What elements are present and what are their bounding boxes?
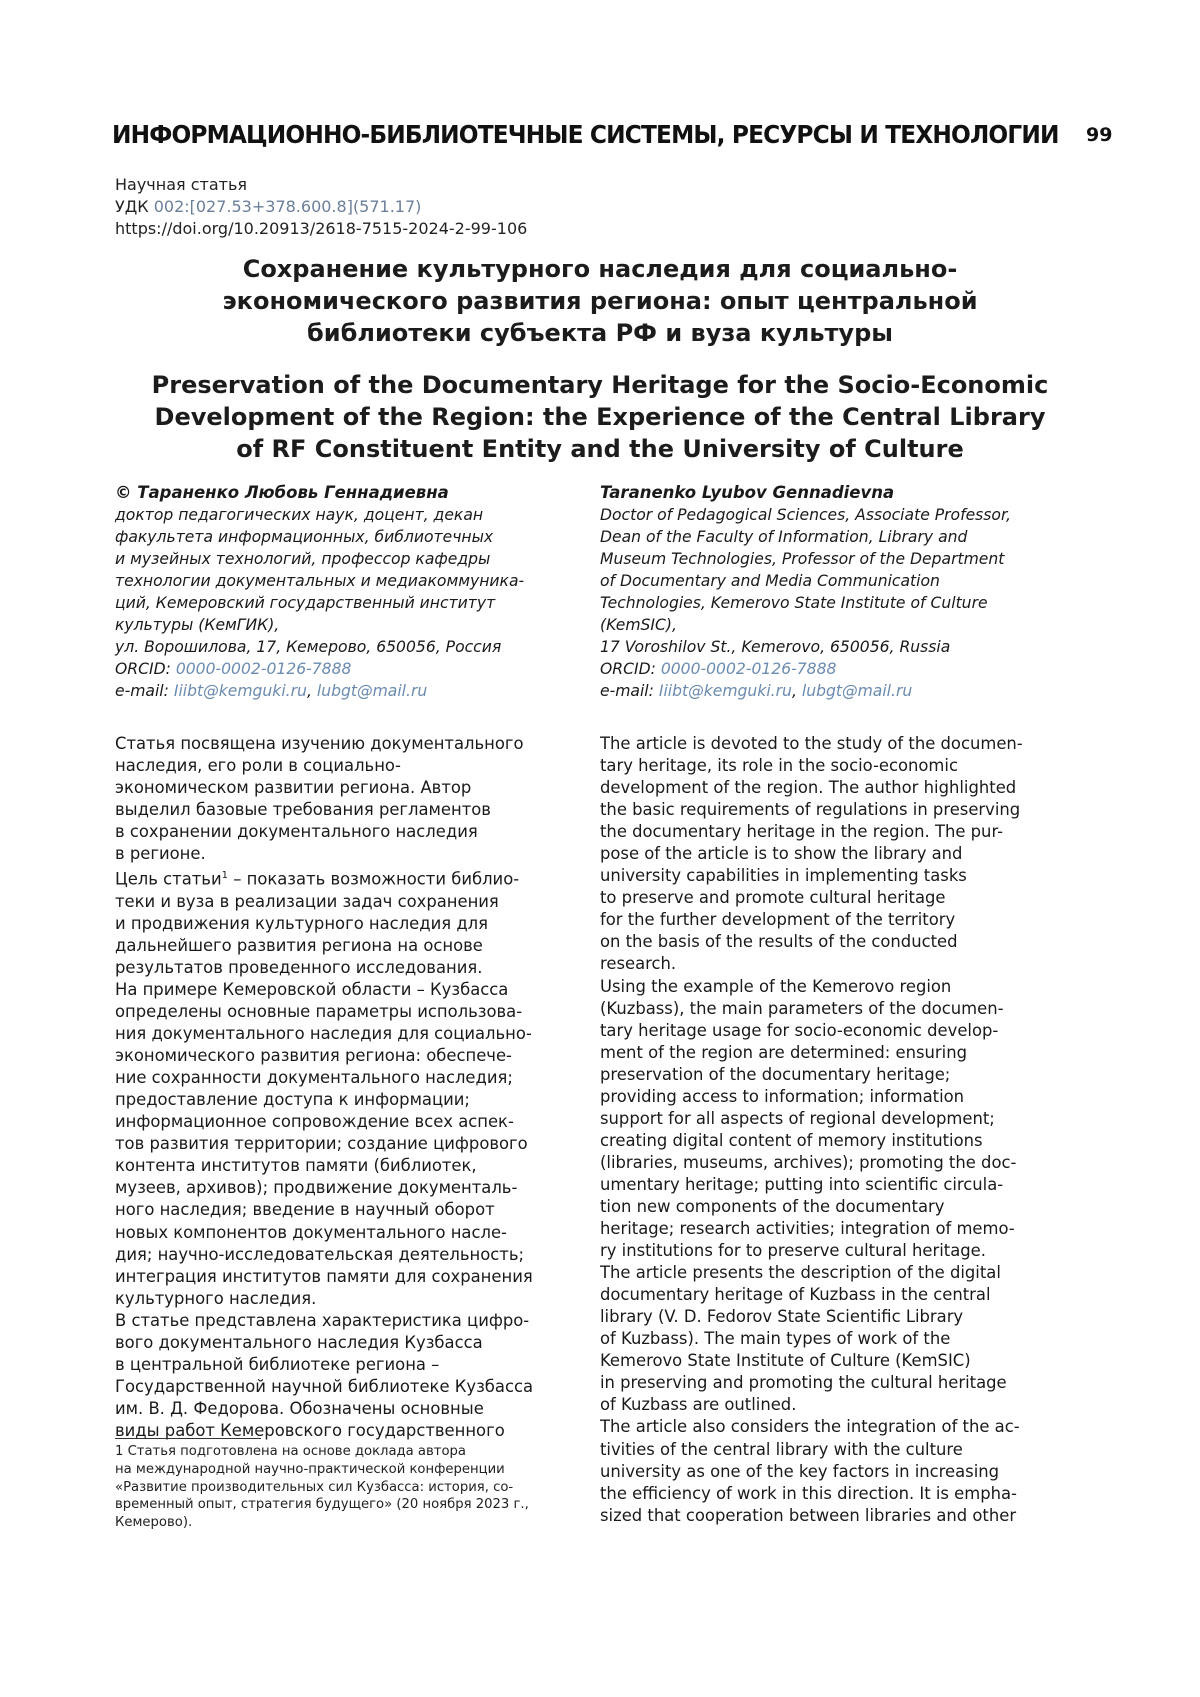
abstract-line: of Kuzbass). The main types of work of the — [600, 1328, 1050, 1350]
title-line: экономического развития региона: опыт центральной — [120, 285, 1080, 317]
udk-line — [115, 196, 527, 218]
abstract-line: Using the example of the Kemerovo region — [600, 976, 1050, 998]
abstract-line: тов развития территории; создание цифрового — [115, 1133, 555, 1155]
orcid-line — [600, 658, 1070, 680]
abstract-line: support for all aspects of regional development; — [600, 1108, 1050, 1130]
title-line: библиотеки субъекта РФ и вуза культуры — [120, 317, 1080, 349]
abstract-line: The article is devoted to the study of the documen- — [600, 733, 1050, 755]
email-separator: , — [792, 682, 802, 700]
footnote-line: «Развитие производительных сил Кузбасса: история, со- — [115, 1479, 555, 1497]
abstract-line: Статья посвящена изучению документального — [115, 733, 555, 755]
orcid-link[interactable]: 0000-0002-0126-7888 — [176, 660, 352, 678]
email-line — [600, 680, 1070, 702]
goal-start: Цель статьи — [115, 870, 222, 889]
abstract-line: library (V. D. Fedorov State Scientific Library — [600, 1306, 1050, 1328]
abstract-line: В статье представлена характеристика цифро- — [115, 1310, 555, 1332]
abstract-line: the efficiency of work in this direction. It is empha- — [600, 1483, 1050, 1505]
abstract-line: в сохранении документального наследия — [115, 821, 555, 843]
abstract-line: Kemerovo State Institute of Culture (KemSIC) — [600, 1350, 1050, 1372]
email-link[interactable]: lubgt@mail.ru — [802, 682, 912, 700]
udk-code: 002:[027.53+378.600.8](571.17) — [154, 197, 422, 216]
affiliation-line: (KemSIC), — [600, 614, 1070, 636]
author-name: © Тараненко Любовь Геннадиевна — [115, 482, 575, 504]
footnote-marker[interactable]: 1 — [222, 870, 228, 881]
abstract-line: экономическом развитии региона. Автор — [115, 777, 555, 799]
abstract-line: ния документального наследия для социально- — [115, 1023, 555, 1045]
abstract-line: of Kuzbass are outlined. — [600, 1394, 1050, 1416]
abstract-line: to preserve and promote cultural heritage — [600, 887, 1050, 909]
title-line: of RF Constituent Entity and the University of Culture — [120, 433, 1080, 465]
abstract-line: вого документального наследия Кузбасса — [115, 1332, 555, 1354]
abstract-line: creating digital content of memory institutions — [600, 1130, 1050, 1152]
footnote-line: временный опыт, стратегия будущего» (20 ноября 2023 г., — [115, 1496, 555, 1514]
footnote-line: Кемерово). — [115, 1514, 555, 1532]
abstract-line: pose of the article is to show the library and — [600, 843, 1050, 865]
abstract-line: tion new components of the documentary — [600, 1196, 1050, 1218]
abstract-line: university as one of the key factors in increasing — [600, 1461, 1050, 1483]
footnote-divider — [115, 1438, 261, 1439]
title-line: Development of the Region: the Experience of the Central Library — [120, 401, 1080, 433]
abstract-line: ного наследия; введение в научный оборот — [115, 1199, 555, 1221]
abstract-line: (Kuzbass), the main parameters of the documen- — [600, 998, 1050, 1020]
affiliation-line: и музейных технологий, профессор кафедры — [115, 548, 575, 570]
abstract-line: on the basis of the results of the conducted — [600, 931, 1050, 953]
abstract-line: теки и вуза в реализации задач сохранения — [115, 891, 555, 913]
goal-rest: – показать возможности библио- — [228, 870, 519, 889]
author-name: Taranenko Lyubov Gennadievna — [600, 482, 1070, 504]
abstract-line: sized that cooperation between libraries and other — [600, 1505, 1050, 1527]
abstract-line: documentary heritage of Kuzbass in the central — [600, 1284, 1050, 1306]
abstract-line: heritage; research activities; integration of memo- — [600, 1218, 1050, 1240]
abstract-line: in preserving and promoting the cultural heritage — [600, 1372, 1050, 1394]
affiliation-line: 17 Voroshilov St., Kemerovo, 650056, Russia — [600, 636, 1070, 658]
abstract-line: the documentary heritage in the region. The pur- — [600, 821, 1050, 843]
affiliation-line: технологии документальных и медиакоммуника- — [115, 570, 575, 592]
abstract-line: дальнейшего развития региона на основе — [115, 935, 555, 957]
affiliation-line: of Documentary and Media Communication — [600, 570, 1070, 592]
abstract-line: research. — [600, 953, 1050, 975]
email-line — [115, 680, 575, 702]
title-line: Preservation of the Documentary Heritage for the Socio-Economic — [120, 369, 1080, 401]
abstract-line: umentary heritage; putting into scientific circula- — [600, 1174, 1050, 1196]
abstract-line: ment of the region are determined: ensuring — [600, 1042, 1050, 1064]
abstract-line: виды работ Кемеровского государственного — [115, 1420, 555, 1442]
abstract-line: наследия, его роли в социально- — [115, 755, 555, 777]
abstract-line — [115, 865, 555, 891]
affiliation-line: факультета информационных, библиотечных — [115, 526, 575, 548]
abstract-line: tary heritage, its role in the socio-economic — [600, 755, 1050, 777]
abstract-line: The article also considers the integration of the ac- — [600, 1416, 1050, 1438]
abstract-line: for the further development of the territory — [600, 909, 1050, 931]
abstract-line: ние сохранности документального наследия; — [115, 1067, 555, 1089]
affiliation-line: Dean of the Faculty of Information, Library and — [600, 526, 1070, 548]
abstract-line: tary heritage usage for socio-economic develop- — [600, 1020, 1050, 1042]
article-meta — [115, 174, 527, 240]
abstract-line: development of the region. The author highlighted — [600, 777, 1050, 799]
title-russian — [120, 253, 1080, 349]
affiliation-line: культуры (КемГИК), — [115, 614, 575, 636]
abstract-line: На примере Кемеровской области – Кузбасса — [115, 979, 555, 1001]
email-link[interactable]: lubgt@mail.ru — [317, 682, 427, 700]
abstract-line: предоставление доступа к информации; — [115, 1089, 555, 1111]
abstract-line: (libraries, museums, archives); promoting the doc- — [600, 1152, 1050, 1174]
affiliation-line: Museum Technologies, Professor of the Department — [600, 548, 1070, 570]
email-label: e-mail: — [115, 682, 174, 700]
author-block-en — [600, 482, 1070, 702]
abstract-line: university capabilities in implementing tasks — [600, 865, 1050, 887]
abstract-line: информационное сопровождение всех аспек- — [115, 1111, 555, 1133]
orcid-label: ORCID: — [600, 660, 661, 678]
abstract-line: культурного наследия. — [115, 1288, 555, 1310]
title-line: Сохранение культурного наследия для социально- — [120, 253, 1080, 285]
abstract-line: определены основные параметры использова- — [115, 1001, 555, 1023]
email-link[interactable]: Iiibt@kemguki.ru — [174, 682, 307, 700]
page-number: 99 — [1086, 124, 1112, 146]
abstract-line: контента институтов памяти (библиотек, — [115, 1155, 555, 1177]
abstract-line: интеграция институтов памяти для сохранения — [115, 1266, 555, 1288]
abstract-line: им. В. Д. Федорова. Обозначены основные — [115, 1398, 555, 1420]
footnote — [115, 1443, 555, 1532]
abstract-line: ry institutions for to preserve cultural heritage. — [600, 1240, 1050, 1262]
affiliation-line: ций, Кемеровский государственный институт — [115, 592, 575, 614]
article-type: Научная статья — [115, 174, 527, 196]
abstract-line: the basic requirements of regulations in preserving — [600, 799, 1050, 821]
author-block-ru — [115, 482, 575, 702]
abstract-line: выделил базовые требования регламентов — [115, 799, 555, 821]
affiliation-line: Doctor of Pedagogical Sciences, Associate Professor, — [600, 504, 1070, 526]
section-title: ИНФОРМАЦИОННО-БИБЛИОТЕЧНЫЕ СИСТЕМЫ, РЕСУРСЫ И ТЕХНОЛОГИИ — [112, 120, 1059, 149]
abstract-russian — [115, 733, 555, 1442]
abstract-english — [600, 733, 1050, 1527]
abstract-line: preservation of the documentary heritage; — [600, 1064, 1050, 1086]
orcid-label: ORCID: — [115, 660, 176, 678]
orcid-line — [115, 658, 575, 680]
udk-label: УДК — [115, 197, 154, 216]
abstract-line: музеев, архивов); продвижение документаль- — [115, 1177, 555, 1199]
doi-link[interactable]: https://doi.org/10.20913/2618-7515-2024-2-99-106 — [115, 218, 527, 240]
abstract-line: экономического развития региона: обеспече- — [115, 1045, 555, 1067]
abstract-line: providing access to information; information — [600, 1086, 1050, 1108]
abstract-line: новых компонентов документального насле- — [115, 1222, 555, 1244]
abstract-line: Государственной научной библиотеке Кузбасса — [115, 1376, 555, 1398]
affiliation-line: ул. Ворошилова, 17, Кемерово, 650056, Россия — [115, 636, 575, 658]
title-english — [120, 369, 1080, 465]
orcid-link[interactable]: 0000-0002-0126-7888 — [661, 660, 837, 678]
affiliation-line: Technologies, Kemerovo State Institute of Culture — [600, 592, 1070, 614]
email-link[interactable]: Iiibt@kemguki.ru — [659, 682, 792, 700]
abstract-line: tivities of the central library with the culture — [600, 1439, 1050, 1461]
footnote-line: на международной научно-практической конференции — [115, 1461, 555, 1479]
abstract-line: в регионе. — [115, 843, 555, 865]
email-separator: , — [307, 682, 317, 700]
email-label: e-mail: — [600, 682, 659, 700]
abstract-line: в центральной библиотеке региона – — [115, 1354, 555, 1376]
abstract-line: и продвижения культурного наследия для — [115, 913, 555, 935]
abstract-line: The article presents the description of the digital — [600, 1262, 1050, 1284]
affiliation-line: доктор педагогических наук, доцент, декан — [115, 504, 575, 526]
abstract-line: результатов проведенного исследования. — [115, 957, 555, 979]
abstract-line: дия; научно-исследовательская деятельность; — [115, 1244, 555, 1266]
footnote-line: 1 Статья подготовлена на основе доклада автора — [115, 1443, 555, 1461]
